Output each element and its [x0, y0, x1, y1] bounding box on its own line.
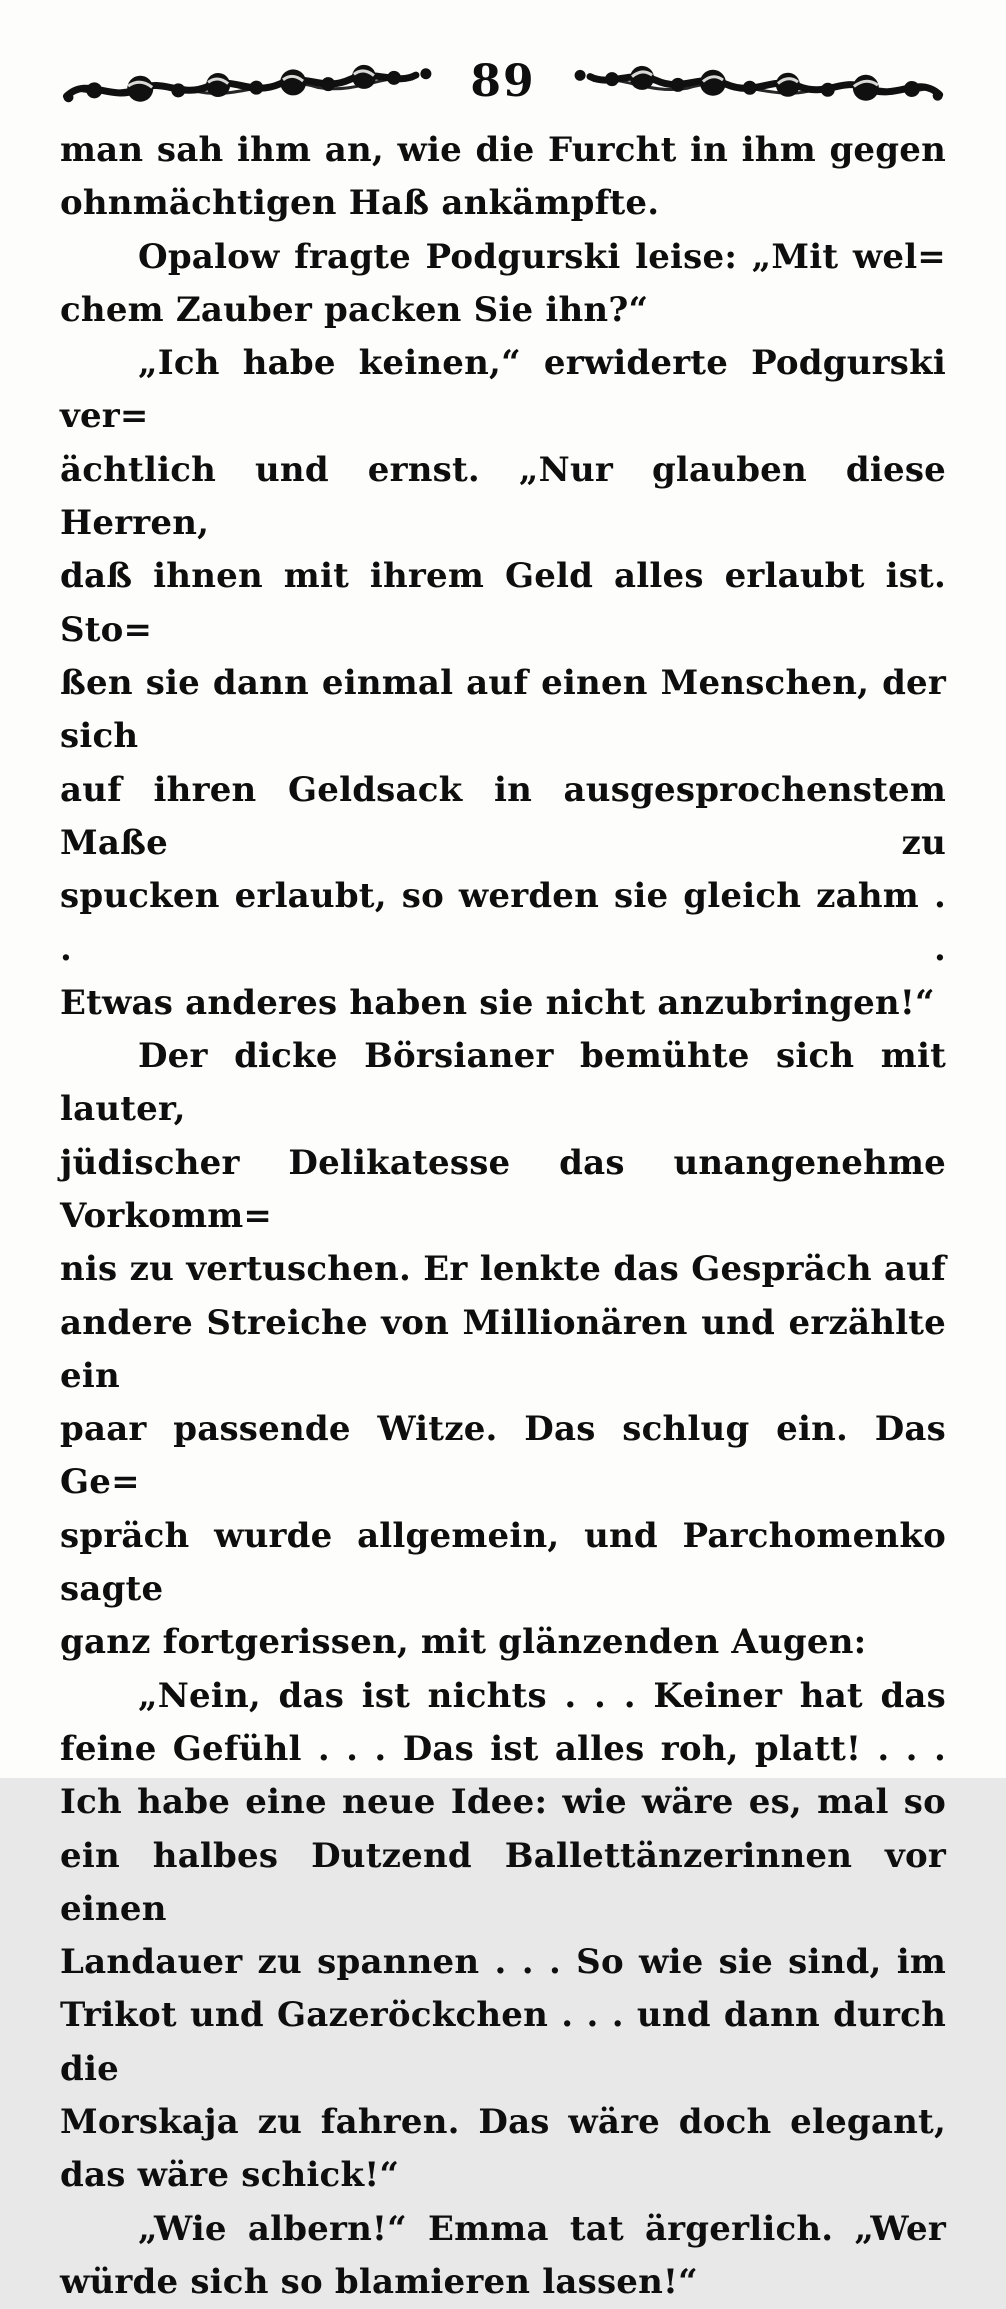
page-number: 89	[470, 56, 536, 107]
page-header	[58, 38, 948, 122]
text-line: ßen sie dann einmal auf einen Menschen, der sich	[60, 662, 946, 757]
text-line: spucken erlaubt, so werden sie gleich zahm . . .	[60, 876, 946, 970]
text-line: Ich habe eine neue Idee: wie wäre es, mal so	[60, 1782, 946, 1823]
text-line: feine Gefühl . . . Das ist alles roh, platt! . . .	[60, 1728, 946, 1769]
text-line: auf ihren Geldsack in ausgesprochenstem Maße zu	[60, 769, 946, 863]
text-line: „Nein, das ist nichts . . . Keiner hat das	[138, 1675, 946, 1716]
text-line: „Ich habe keinen,“ erwiderte Podgurski ver=	[60, 343, 946, 437]
text-line: Landauer zu spannen . . . So wie sie sind, im	[60, 1942, 946, 1983]
text-line: „Wie albern!“ Emma tat ärgerlich. „Wer	[138, 2208, 946, 2249]
text-line: würde sich so blamieren lassen!“	[60, 2261, 698, 2302]
text-line: spräch wurde allgemein, und Parchomenko sagte	[60, 1515, 946, 1610]
text-line: paar passende Witze. Das schlug ein. Das Ge=	[60, 1409, 946, 1503]
text-line: man sah ihm an, wie die Furcht in ihm gegen	[60, 130, 946, 170]
text-line: jüdischer Delikatesse das unangenehme Vorkomm=	[60, 1142, 946, 1236]
text-line: Trikot und Gazeröckchen . . . und dann durch die	[60, 1995, 946, 2089]
text-line: Etwas anderes haben sie nicht anzubringen!“	[60, 982, 935, 1023]
body-text	[60, 124, 946, 2309]
floral-scroll-ornament-icon	[57, 47, 437, 112]
text-line: Der dicke Börsianer bemühte sich mit lauter,	[60, 1036, 946, 1130]
text-line: ächtlich und ernst. „Nur glauben diese Herren,	[60, 449, 946, 544]
floral-scroll-ornament-icon	[569, 49, 948, 111]
text-line: Opalow fragte Podgurski leise: „Mit wel=	[138, 236, 946, 277]
text-line: andere Streiche von Millionären und erzählte ein	[60, 1302, 946, 1396]
text-line: ganz fortgerissen, mit glänzenden Augen:	[60, 1622, 867, 1663]
text-line: ohnmächtigen Haß ankämpfte.	[60, 183, 660, 224]
text-line: chem Zauber packen Sie ihn?“	[60, 289, 649, 330]
text-line: ein halbes Dutzend Ballettänzerinnen vor einen	[60, 1835, 946, 1929]
text-line: das wäre schick!“	[60, 2155, 400, 2196]
text-line: Morskaja zu fahren. Das wäre doch elegant,	[60, 2101, 946, 2142]
text-line: nis zu vertuschen. Er lenkte das Gespräch auf	[60, 1249, 946, 1290]
text-line: daß ihnen mit ihrem Geld alles erlaubt ist. Sto=	[60, 556, 946, 650]
